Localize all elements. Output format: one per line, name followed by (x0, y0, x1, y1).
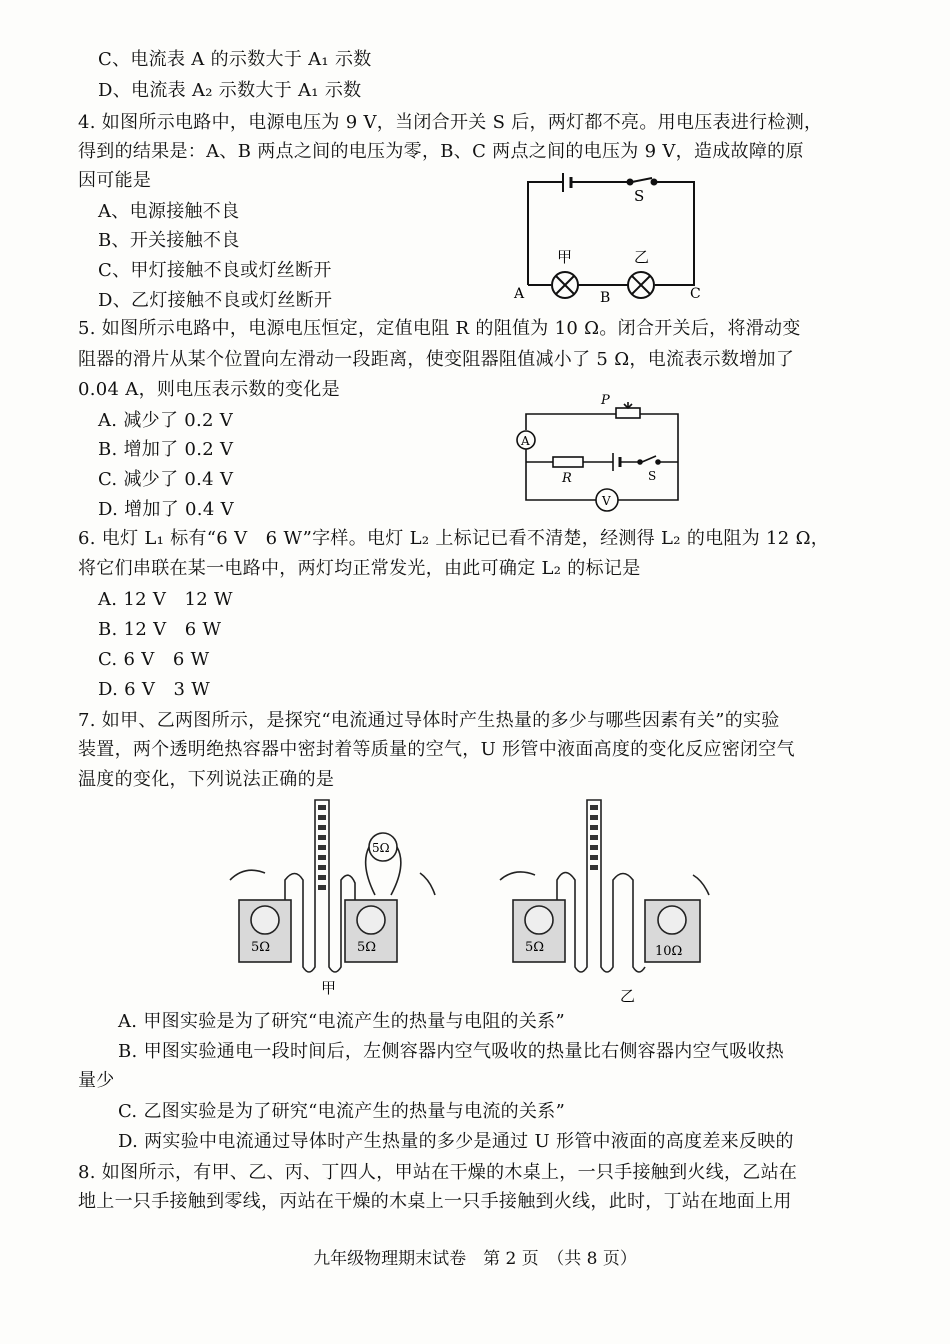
q6-stem-line1: 6. 电灯 L₁ 标有“6 V 6 W”字样。电灯 L₂ 上标记已看不清楚，经测得 L₂ 的电阻为 12 Ω， (78, 528, 830, 549)
q4-stem-line2: 得到的结果是：A、B 两点之间的电压为零，B、C 两点之间的电压为 9 V，造成故障的原 (78, 141, 804, 162)
q4-switch-label: S (634, 187, 645, 205)
q4-option-a: A、电源接触不良 (98, 201, 240, 222)
q7-jia-right-resistor: 5Ω (357, 940, 377, 955)
q4-lamp2-label: 乙 (634, 248, 650, 266)
q5-circuit-diagram (508, 390, 688, 515)
q4-stem-line3: 因可能是 (78, 170, 152, 191)
q4-point-b: B (600, 290, 611, 305)
q7-option-b-line2: 量少 (78, 1070, 115, 1091)
q3-option-d: D、电流表 A₂ 示数大于 A₁ 示数 (98, 80, 362, 101)
q5-stem-line3: 0.04 A，则电压表示数的变化是 (78, 379, 340, 400)
q6-option-a: A. 12 V 12 W (98, 589, 233, 610)
q7-yi-left-resistor: 5Ω (525, 940, 545, 955)
q4-option-c: C、甲灯接触不良或灯丝断开 (98, 260, 332, 281)
q4-stem-line1: 4. 如图所示电路中，电源电压为 9 V，当闭合开关 S 后，两灯都不亮。用电压表进行检测， (78, 112, 823, 133)
q4-option-b: B、开关接触不良 (98, 230, 240, 251)
q4-point-a: A (514, 286, 525, 302)
q5-stem-line2: 阻器的滑片从某个位置向左滑动一段距离，使变阻器阻值减小了 5 Ω，电流表示数增加了 (78, 349, 795, 370)
q5-voltmeter-label: V (602, 494, 611, 508)
q7-figure-yi (495, 795, 715, 1007)
q5-option-c: C. 减少了 0.4 V (98, 469, 234, 490)
q6-option-b: B. 12 V 6 W (98, 619, 222, 640)
q7-yi-right-resistor: 10Ω (655, 944, 683, 959)
q8-stem-line1: 8. 如图所示，有甲、乙、丙、丁四人，甲站在干燥的木桌上，一只手接触到火线，乙站在 (78, 1162, 798, 1183)
q5-option-d: D. 增加了 0.4 V (98, 499, 234, 520)
page-footer: 九年级物理期末试卷 第 2 页 （共 8 页） (313, 1249, 637, 1269)
q4-option-d: D、乙灯接触不良或灯丝断开 (98, 290, 333, 311)
q7-figure-jia (225, 795, 440, 1000)
q6-option-d: D. 6 V 3 W (98, 679, 211, 700)
q4-point-c: C (690, 286, 701, 302)
q7-stem-line3: 温度的变化，下列说法正确的是 (78, 769, 335, 790)
q7-option-a: A. 甲图实验是为了研究“电流产生的热量与电阻的关系” (118, 1011, 565, 1032)
q3-option-c: C、电流表 A 的示数大于 A₁ 示数 (98, 49, 372, 70)
q7-option-d: D. 两实验中电流通过导体时产生热量的多少是通过 U 形管中液面的高度差来反映的 (118, 1131, 794, 1152)
q5-switch-label: S (648, 469, 657, 483)
q5-slider-label: P (601, 393, 610, 408)
q5-stem-line1: 5. 如图所示电路中，电源电压恒定，定值电阻 R 的阻值为 10 Ω。闭合开关后，将滑动变 (78, 318, 801, 339)
q7-option-c: C. 乙图实验是为了研究“电流产生的热量与电流的关系” (118, 1101, 566, 1122)
q5-ammeter-label: A (521, 434, 530, 448)
q5-option-a: A. 减少了 0.2 V (98, 410, 234, 431)
q4-lamp1-label: 甲 (557, 248, 573, 266)
q7-option-b-line1: B. 甲图实验通电一段时间后，左侧容器内空气吸收的热量比右侧容器内空气吸收热 (118, 1041, 785, 1062)
q7-stem-line1: 7. 如甲、乙两图所示，是探究“电流通过导体时产生热量的多少与哪些因素有关”的实验 (78, 710, 780, 731)
q6-option-c: C. 6 V 6 W (98, 649, 210, 670)
q8-stem-line2: 地上一只手接触到零线，丙站在干燥的木桌上一只手接触到火线，此时，丁站在地面上用 (78, 1191, 792, 1212)
q7-yi-label: 乙 (620, 987, 636, 1005)
q4-circuit-diagram (508, 170, 708, 305)
q5-option-b: B. 增加了 0.2 V (98, 439, 234, 460)
q5-resistor-label: R (562, 471, 572, 486)
q7-jia-label: 甲 (321, 979, 337, 997)
q7-stem-line2: 装置，两个透明绝热容器中密封着等质量的空气，U 形管中液面高度的变化反应密闭空气 (78, 739, 795, 760)
q7-jia-left-resistor: 5Ω (251, 940, 271, 955)
q7-jia-parallel-resistor: 5Ω (372, 841, 390, 855)
q6-stem-line2: 将它们串联在某一电路中，两灯均正常发光，由此可确定 L₂ 的标记是 (78, 558, 641, 579)
